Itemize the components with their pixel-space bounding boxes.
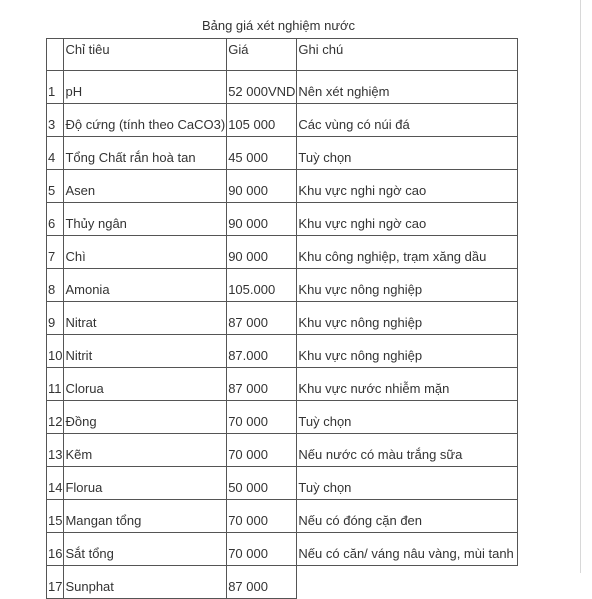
row-number: 13 — [47, 434, 64, 467]
row-price: 90 000 — [227, 236, 297, 269]
row-indicator: Asen — [64, 170, 227, 203]
table-row — [47, 368, 518, 401]
row-number: 6 — [47, 203, 64, 236]
row-indicator: Kẽm — [64, 434, 227, 467]
header-note: Ghi chú — [297, 39, 518, 71]
row-price: 105.000 — [227, 269, 297, 302]
table-caption: Bảng giá xét nghiệm nước — [201, 18, 356, 33]
table-row — [47, 203, 518, 236]
table-row — [47, 236, 518, 269]
header-number — [47, 39, 64, 71]
water-test-price-table — [46, 38, 518, 599]
row-note: Nếu có căn/ váng nâu vàng, mùi tanh — [297, 533, 518, 566]
row-note: Khu vực nông nghiệp — [297, 269, 518, 302]
table-row — [47, 269, 518, 302]
row-indicator: Amonia — [64, 269, 227, 302]
table-row — [47, 401, 518, 434]
row-price: 90 000 — [227, 203, 297, 236]
row-note: Khu vực nước nhiễm mặn — [297, 368, 518, 401]
row-note: Khu vực nông nghiệp — [297, 302, 518, 335]
row-note: Khu vực nghi ngờ cao — [297, 170, 518, 203]
row-number: 3 — [47, 104, 64, 137]
row-indicator: Florua — [64, 467, 227, 500]
table-row — [47, 434, 518, 467]
row-number: 1 — [47, 71, 64, 104]
row-note: Khu công nghiệp, trạm xăng dầu — [297, 236, 518, 269]
row-note — [297, 566, 518, 599]
row-price: 87 000 — [227, 368, 297, 401]
table-row — [47, 467, 518, 500]
table-row — [47, 137, 518, 170]
row-note: Nếu nước có màu trắng sữa — [297, 434, 518, 467]
page-right-border — [580, 0, 581, 573]
row-indicator: Chì — [64, 236, 227, 269]
row-indicator: Độ cứng (tính theo CaCO3) — [64, 104, 227, 137]
row-note: Tuỳ chọn — [297, 401, 518, 434]
header-indicator: Chỉ tiêu — [64, 39, 227, 71]
row-indicator: Nitrit — [64, 335, 227, 368]
table-row — [47, 533, 518, 566]
row-note: Tuỳ chọn — [297, 137, 518, 170]
row-number: 11 — [47, 368, 64, 401]
row-note: Khu vực nông nghiệp — [297, 335, 518, 368]
row-indicator: Clorua — [64, 368, 227, 401]
row-indicator: pH — [64, 71, 227, 104]
row-note: Nên xét nghiệm — [297, 71, 518, 104]
row-note: Các vùng có núi đá — [297, 104, 518, 137]
row-price: 70 000 — [227, 533, 297, 566]
row-note: Khu vực nghi ngờ cao — [297, 203, 518, 236]
row-number: 17 — [47, 566, 64, 599]
row-price: 45 000 — [227, 137, 297, 170]
row-price: 70 000 — [227, 434, 297, 467]
row-note: Nếu có đóng cặn đen — [297, 500, 518, 533]
row-number: 16 — [47, 533, 64, 566]
table-row — [47, 335, 518, 368]
row-price: 90 000 — [227, 170, 297, 203]
row-number: 15 — [47, 500, 64, 533]
row-price: 50 000 — [227, 467, 297, 500]
row-price: 52 000VND — [227, 71, 297, 104]
row-number: 8 — [47, 269, 64, 302]
row-number: 4 — [47, 137, 64, 170]
table-header-row — [47, 39, 518, 71]
row-number: 7 — [47, 236, 64, 269]
row-number: 14 — [47, 467, 64, 500]
row-number: 5 — [47, 170, 64, 203]
row-indicator: Đồng — [64, 401, 227, 434]
row-number: 9 — [47, 302, 64, 335]
row-price: 70 000 — [227, 401, 297, 434]
row-indicator: Mangan tổng — [64, 500, 227, 533]
row-price: 87 000 — [227, 302, 297, 335]
row-price: 87 000 — [227, 566, 297, 599]
table-row — [47, 170, 518, 203]
table-row — [47, 566, 518, 599]
row-note: Tuỳ chọn — [297, 467, 518, 500]
row-price: 70 000 — [227, 500, 297, 533]
table-row — [47, 500, 518, 533]
row-price: 87.000 — [227, 335, 297, 368]
row-price: 105 000 — [227, 104, 297, 137]
row-indicator: Thủy ngân — [64, 203, 227, 236]
row-indicator: Sắt tổng — [64, 533, 227, 566]
row-number: 12 — [47, 401, 64, 434]
row-number: 10 — [47, 335, 64, 368]
row-indicator: Nitrat — [64, 302, 227, 335]
table-row — [47, 71, 518, 104]
table-row — [47, 104, 518, 137]
table-row — [47, 302, 518, 335]
row-indicator: Tổng Chất rắn hoà tan — [64, 137, 227, 170]
row-indicator: Sunphat — [64, 566, 227, 599]
header-price: Giá — [227, 39, 297, 71]
